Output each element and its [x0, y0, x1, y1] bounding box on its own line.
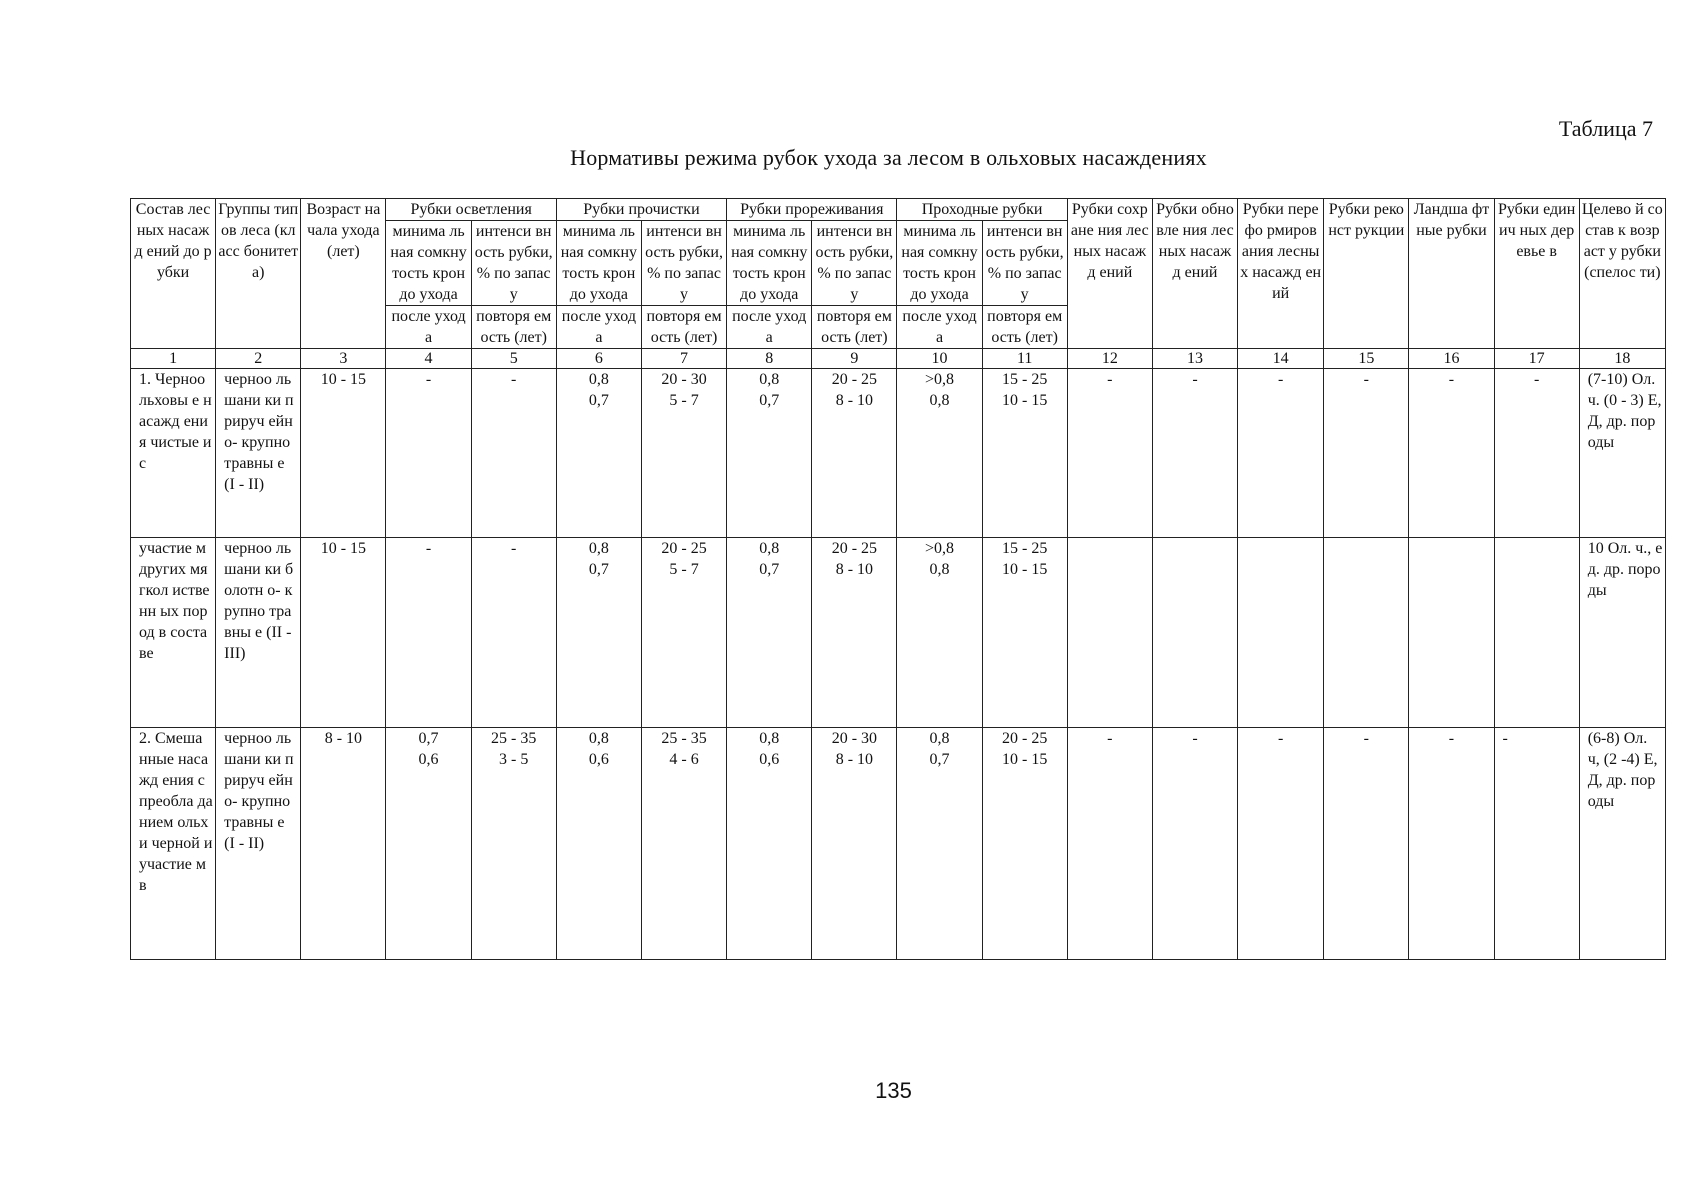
cell-value: 0,7 0,6 [386, 728, 471, 960]
cell-value [1067, 538, 1152, 728]
cell-value: 0,8 0,6 [556, 728, 641, 960]
table-row [131, 538, 1666, 728]
header-intensity: интенси вность рубки, % по запасу [641, 221, 726, 306]
header-col12: Рубки сохране ния лесных насажд ений [1067, 199, 1152, 349]
column-number: 11 [982, 349, 1067, 369]
cell-value: - [1238, 369, 1324, 538]
column-number: 3 [301, 349, 386, 369]
column-number: 18 [1579, 349, 1665, 369]
header-col18: Целево й состав к возраст у рубки (спелос ти) [1579, 199, 1665, 349]
cell-start-age: 10 - 15 [301, 538, 386, 728]
cell-value: - [471, 369, 556, 538]
column-number: 10 [897, 349, 982, 369]
cell-value: - [1324, 728, 1409, 960]
cell-value: 0,8 0,7 [727, 538, 812, 728]
cell-start-age: 10 - 15 [301, 369, 386, 538]
cell-value: - [1494, 369, 1579, 538]
column-number: 14 [1238, 349, 1324, 369]
cell-value: >0,8 0,8 [897, 369, 982, 538]
header-forest-type: Группы типов леса (класс бонитет а) [216, 199, 301, 349]
cell-value: - [1152, 369, 1237, 538]
cell-value: 25 - 35 3 - 5 [471, 728, 556, 960]
header-col14: Рубки перефо рмиров ания лесных насажд ений [1238, 199, 1324, 349]
header-col16: Ландша фтные рубки [1409, 199, 1494, 349]
cell-target-composition: (6-8) Ол. ч, (2 -4) Е, Д, др. породы [1579, 728, 1665, 960]
header-repeat: повторя емость (лет) [641, 306, 726, 349]
header-intensity: интенси вность рубки, % по запасу [982, 221, 1067, 306]
column-number: 16 [1409, 349, 1494, 369]
cell-start-age: 8 - 10 [301, 728, 386, 960]
header-prohodnye: Проходные рубки [897, 199, 1067, 221]
column-number: 5 [471, 349, 556, 369]
cell-forest-type: черноо льшани ки болотн о- крупно травны е (II - III) [216, 538, 301, 728]
header-after-care: после ухода [727, 306, 812, 349]
cell-value: 0,8 0,6 [727, 728, 812, 960]
cell-value: 15 - 25 10 - 15 [982, 538, 1067, 728]
table-label: Таблица 7 [1558, 116, 1653, 141]
cell-value: 20 - 30 5 - 7 [641, 369, 726, 538]
column-number: 1 [131, 349, 216, 369]
column-number: 15 [1324, 349, 1409, 369]
cell-value: - [1067, 369, 1152, 538]
cell-composition: 2. Смеша нные насажд ения с преобла данием ольхи черной и участие м в [131, 728, 216, 960]
cell-value: - [386, 369, 471, 538]
header-prorezhivanie: Рубки прореживания [727, 199, 897, 221]
header-col15: Рубки реконст рукции [1324, 199, 1409, 349]
cell-composition: участие м других мягкол иственн ых пород в составе [131, 538, 216, 728]
norms-table [130, 198, 1666, 960]
header-row-1 [131, 199, 1666, 221]
cell-forest-type: черноо льшани ки прируч ейно- крупно травны е (I - II) [216, 728, 301, 960]
column-number: 6 [556, 349, 641, 369]
header-after-care: после ухода [386, 306, 471, 349]
cell-forest-type: черноо льшани ки прируч ейно- крупно травны е (I - II) [216, 369, 301, 538]
cell-value: 20 - 25 5 - 7 [641, 538, 726, 728]
cell-value: - [1238, 728, 1324, 960]
column-number: 7 [641, 349, 726, 369]
cell-value: - [1067, 728, 1152, 960]
table-row [131, 728, 1666, 960]
header-min-closure: минима льная сомкну тость крон до ухода [556, 221, 641, 306]
cell-value: - [1324, 369, 1409, 538]
column-number: 2 [216, 349, 301, 369]
header-repeat: повторя емость (лет) [812, 306, 897, 349]
cell-value: >0,8 0,8 [897, 538, 982, 728]
cell-value: 0,8 0,7 [897, 728, 982, 960]
column-number: 4 [386, 349, 471, 369]
cell-value: 25 - 35 4 - 6 [641, 728, 726, 960]
cell-value: 20 - 30 8 - 10 [812, 728, 897, 960]
header-col13: Рубки обновле ния лесных насажд ений [1152, 199, 1237, 349]
header-repeat: повторя емость (лет) [471, 306, 556, 349]
cell-value: - [1409, 728, 1494, 960]
column-number: 13 [1152, 349, 1237, 369]
column-number: 9 [812, 349, 897, 369]
header-col17: Рубки единич ных деревье в [1494, 199, 1579, 349]
document-title: Нормативы режима рубок ухода за лесом в ольховых насаждениях [570, 145, 1207, 170]
column-number: 12 [1067, 349, 1152, 369]
cell-value: 20 - 25 8 - 10 [812, 369, 897, 538]
header-start-age: Возраст начала ухода (лет) [301, 199, 386, 349]
cell-target-composition: 10 Ол. ч., ед. др. породы [1579, 538, 1665, 728]
column-number: 8 [727, 349, 812, 369]
header-min-closure: минима льная сомкну тость крон до ухода [727, 221, 812, 306]
cell-value: - [1409, 369, 1494, 538]
cell-value [1152, 538, 1237, 728]
header-min-closure: минима льная сомкну тость крон до ухода [386, 221, 471, 306]
column-number-row [131, 349, 1666, 369]
cell-value [1409, 538, 1494, 728]
header-intensity: интенси вность рубки, % по запасу [471, 221, 556, 306]
cell-value: 0,8 0,7 [727, 369, 812, 538]
table-row [131, 369, 1666, 538]
cell-composition: 1. Черноо льховы е насажд ения чистые и с [131, 369, 216, 538]
cell-value: - [1494, 728, 1579, 960]
cell-value: - [386, 538, 471, 728]
header-after-care: после ухода [897, 306, 982, 349]
cell-value [1324, 538, 1409, 728]
cell-value: - [471, 538, 556, 728]
header-prochistki: Рубки прочистки [556, 199, 726, 221]
header-min-closure: минима льная сомкну тость крон до ухода [897, 221, 982, 306]
cell-value: 0,8 0,7 [556, 369, 641, 538]
column-number: 17 [1494, 349, 1579, 369]
header-repeat: повторя емость (лет) [982, 306, 1067, 349]
cell-value: 20 - 25 10 - 15 [982, 728, 1067, 960]
cell-value [1238, 538, 1324, 728]
cell-value: - [1152, 728, 1237, 960]
header-composition: Состав лесных насажд ений до рубки [131, 199, 216, 349]
header-osvetlenie: Рубки осветления [386, 199, 556, 221]
header-after-care: после ухода [556, 306, 641, 349]
cell-value [1494, 538, 1579, 728]
header-intensity: интенси вность рубки, % по запасу [812, 221, 897, 306]
cell-value: 0,8 0,7 [556, 538, 641, 728]
cell-value: 15 - 25 10 - 15 [982, 369, 1067, 538]
page-number: 135 [875, 1078, 912, 1103]
cell-target-composition: (7-10) Ол. ч. (0 - 3) Е, Д, др. породы [1579, 369, 1665, 538]
cell-value: 20 - 25 8 - 10 [812, 538, 897, 728]
